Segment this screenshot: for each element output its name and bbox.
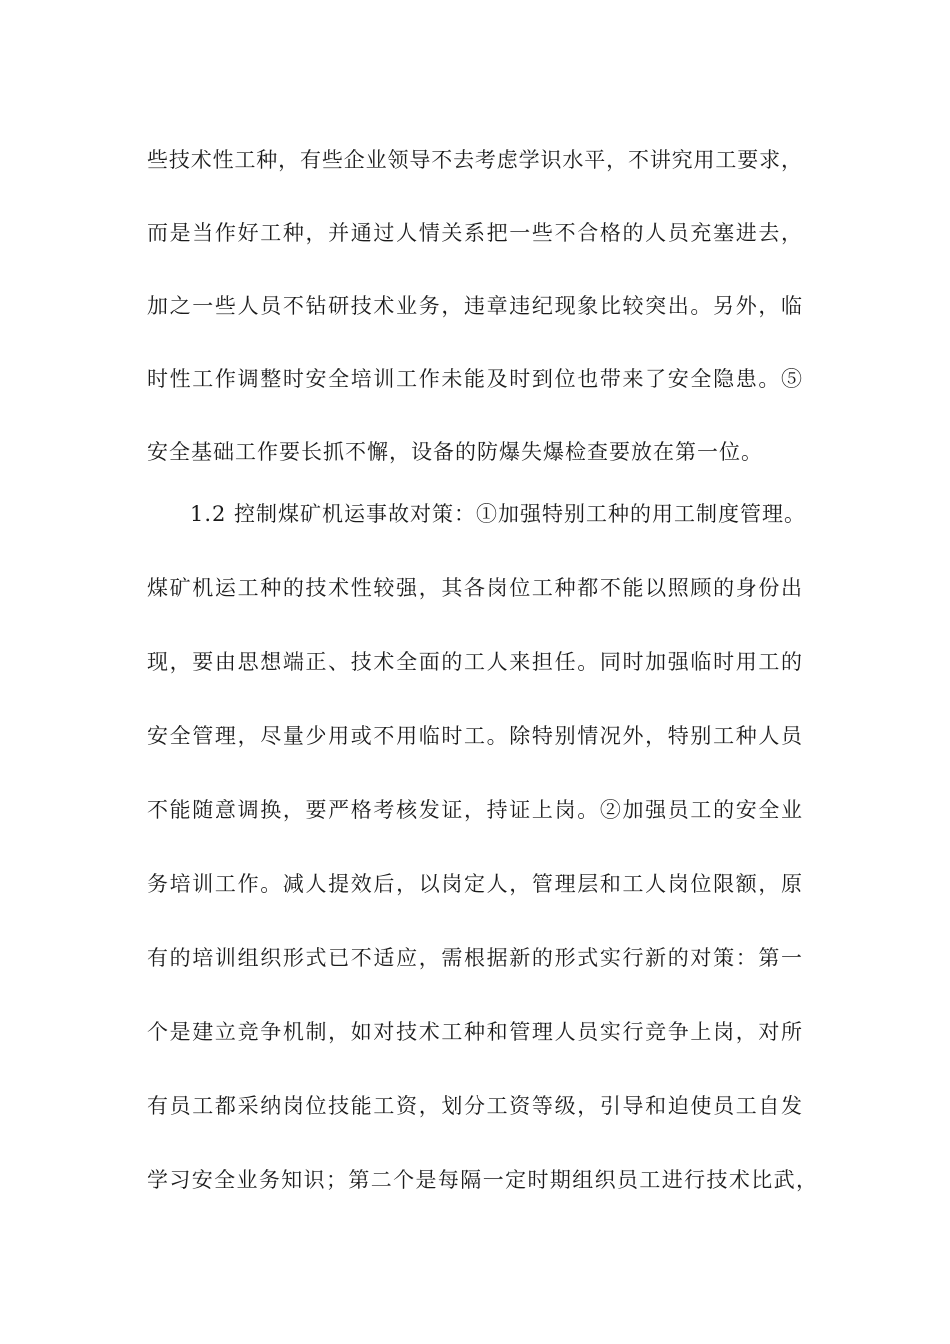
line-text: 有员工都采纳岗位技能工资，划分工资等级，引导和迫使员工自发 — [147, 1094, 804, 1118]
line-text: 个是建立竞争机制，如对技术工种和管理人员实行竞争上岗，对所 — [147, 1020, 804, 1044]
line-text: 安全基础工作要长抓不懈，设备的防爆失爆检查要放在第一位。 — [147, 440, 763, 464]
body-text-line — [0, 864, 950, 904]
body-text-line — [0, 642, 950, 682]
body-text-line — [0, 716, 950, 756]
body-text-line — [0, 140, 950, 180]
line-text: 安全管理，尽量少用或不用临时工。除特别情况外，特别工种人员 — [147, 724, 804, 748]
body-text-line — [0, 1160, 950, 1200]
line-text: 不能随意调换，要严格考核发证，持证上岗。②加强员工的安全业 — [147, 798, 804, 822]
body-text-line — [0, 568, 950, 608]
line-text: 1.2 控制煤矿机运事故对策：①加强特别工种的用工制度管理。 — [190, 502, 806, 526]
line-text: 现，要由思想端正、技术全面的工人来担任。同时加强临时用工的 — [147, 650, 804, 674]
body-text-line — [0, 938, 950, 978]
body-text-line — [0, 432, 950, 472]
line-text: 而是当作好工种，并通过人情关系把一些不合格的人员充塞进去， — [147, 221, 804, 245]
body-text-line — [0, 286, 950, 326]
body-text-line — [0, 1012, 950, 1052]
line-text: 些技术性工种，有些企业领导不去考虑学识水平，不讲究用工要求， — [147, 148, 803, 172]
line-text: 务培训工作。减人提效后，以岗定人，管理层和工人岗位限额，原 — [147, 872, 804, 896]
line-text: 加之一些人员不钻研技术业务，违章违纪现象比较突出。另外，临 — [147, 294, 804, 318]
line-text: 时性工作调整时安全培训工作未能及时到位也带来了安全隐患。⑤ — [147, 367, 804, 391]
body-text-line — [0, 213, 950, 253]
body-text-line — [0, 790, 950, 830]
body-text-line — [0, 1086, 950, 1126]
line-text: 煤矿机运工种的技术性较强，其各岗位工种都不能以照顾的身份出 — [147, 576, 804, 600]
line-text: 有的培训组织形式已不适应，需根据新的形式实行新的对策：第一 — [147, 946, 804, 970]
body-text-line — [0, 359, 950, 399]
section-heading-line — [0, 494, 950, 534]
line-text: 学习安全业务知识；第二个是每隔一定时期组织员工进行技术比武， — [147, 1168, 819, 1192]
